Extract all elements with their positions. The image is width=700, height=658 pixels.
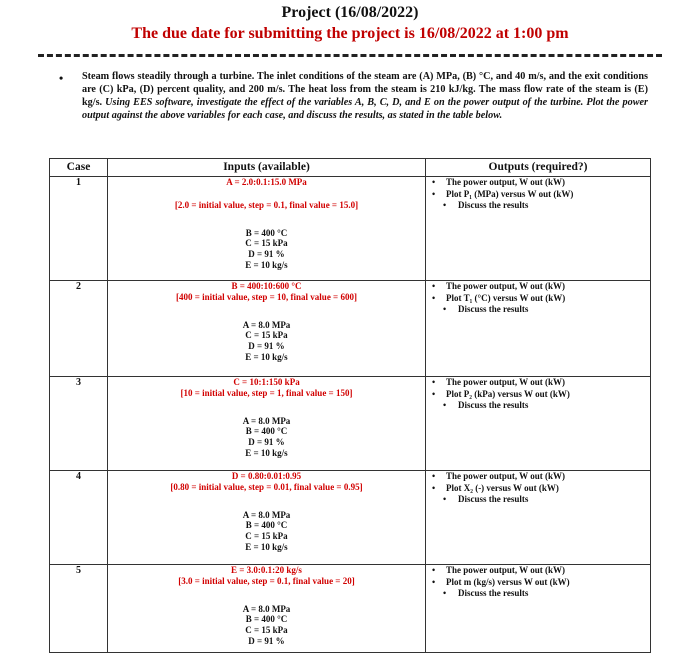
fixed-input: C = 15 kPa bbox=[245, 238, 288, 249]
document-title: Project (16/08/2022) bbox=[281, 4, 419, 21]
output-item: • The power output, W out (kW) bbox=[432, 377, 566, 387]
output-item: • The power output, W out (kW) bbox=[432, 565, 566, 575]
bullet-icon: • bbox=[443, 494, 447, 504]
fixed-input: B = 400 °C bbox=[245, 520, 288, 531]
input-range-note: [3.0 = initial value, step = 0.1, final value = 20] bbox=[178, 575, 355, 586]
cases-table bbox=[49, 158, 651, 653]
bullet-icon: • bbox=[59, 71, 64, 85]
fixed-input: B = 400 °C bbox=[245, 227, 288, 238]
case-number: 4 bbox=[50, 471, 108, 565]
dashed-divider bbox=[38, 54, 662, 57]
header-inputs: Inputs (available) bbox=[108, 159, 426, 177]
due-date-notice: The due date for submitting the project is 16/08/2022 at 1:00 pm bbox=[131, 25, 569, 42]
bullet-icon: • bbox=[432, 177, 436, 187]
header-outputs: Outputs (required?) bbox=[426, 159, 651, 177]
fixed-input: A = 8.0 MPa bbox=[242, 319, 291, 330]
fixed-input: A = 8.0 MPa bbox=[242, 603, 291, 614]
inputs-cell bbox=[108, 377, 426, 471]
bullet-icon: • bbox=[432, 471, 436, 481]
bullet-icon: • bbox=[432, 292, 436, 303]
input-range: C = 10:1:150 kPa bbox=[233, 377, 300, 387]
fixed-input: E = 10 kg/s bbox=[245, 541, 288, 552]
output-item: • Discuss the results bbox=[443, 400, 529, 410]
bullet-icon: • bbox=[432, 565, 436, 575]
case-number: 2 bbox=[50, 281, 108, 377]
outputs-cell bbox=[426, 377, 651, 471]
output-item: • Plot X₂ (-) versus W out (kW) bbox=[432, 482, 559, 493]
fixed-input: A = 8.0 MPa bbox=[242, 509, 291, 520]
output-item: • Discuss the results bbox=[443, 494, 529, 504]
table-row bbox=[50, 471, 651, 565]
fixed-input: B = 400 °C bbox=[245, 426, 288, 437]
bullet-icon: • bbox=[432, 188, 436, 199]
bullet-icon: • bbox=[443, 400, 447, 410]
inputs-cell bbox=[108, 177, 426, 281]
input-range-note: [2.0 = initial value, step = 0.1, final value = 15.0] bbox=[174, 199, 359, 210]
table-row bbox=[50, 177, 651, 281]
inputs-cell bbox=[108, 565, 426, 653]
problem-text: Steam flows steadily through a turbine. The inlet conditions of the steam are (A) MPa, (B) °C, and 40 m/s, and the exit conditions are (C) kPa, (D) percent quality, and 200 m/s. The heat loss from the steam is 210 kJ/kg. The mass flow rate of the steam is (E) kg/s. bbox=[82, 71, 648, 108]
bullet-icon: • bbox=[432, 377, 436, 387]
output-item: • Plot T₁ (°C) versus W out (kW) bbox=[432, 292, 566, 303]
bullet-icon: • bbox=[432, 388, 436, 399]
input-range: B = 400:10:600 °C bbox=[231, 281, 302, 291]
table-row bbox=[50, 377, 651, 471]
fixed-input: E = 10 kg/s bbox=[245, 259, 288, 270]
output-item: • Discuss the results bbox=[443, 200, 529, 210]
input-range: A = 2.0:0.1:15.0 MPa bbox=[226, 177, 307, 187]
bullet-icon: • bbox=[432, 482, 436, 493]
output-item: • Plot P₁ (MPa) versus W out (kW) bbox=[432, 188, 574, 199]
fixed-input: B = 400 °C bbox=[245, 614, 288, 625]
fixed-input: E = 10 kg/s bbox=[245, 447, 288, 458]
table-row bbox=[50, 565, 651, 653]
input-range-note: [10 = initial value, step = 1, final value = 150] bbox=[180, 387, 353, 398]
bullet-icon: • bbox=[432, 281, 436, 291]
outputs-cell bbox=[426, 281, 651, 377]
input-range-note: [400 = initial value, step = 10, final value = 600] bbox=[176, 291, 357, 302]
case-number: 5 bbox=[50, 565, 108, 653]
table-header-row bbox=[50, 159, 651, 177]
input-range: E = 3.0:0.1:20 kg/s bbox=[231, 565, 302, 575]
bullet-icon: • bbox=[443, 200, 447, 210]
case-number: 1 bbox=[50, 177, 108, 281]
bullet-icon: • bbox=[443, 588, 447, 598]
fixed-input: A = 8.0 MPa bbox=[242, 415, 291, 426]
output-item: • Discuss the results bbox=[443, 304, 529, 314]
fixed-input: D = 91 % bbox=[248, 249, 285, 260]
output-item: • The power output, W out (kW) bbox=[432, 471, 566, 481]
bullet-icon: • bbox=[432, 576, 436, 587]
problem-statement bbox=[82, 70, 648, 122]
output-item: • Plot m (kg/s) versus W out (kW) bbox=[432, 576, 570, 587]
case-number: 3 bbox=[50, 377, 108, 471]
input-range-note: [0.80 = initial value, step = 0.01, final value = 0.95] bbox=[170, 481, 363, 492]
fixed-input: C = 15 kPa bbox=[245, 330, 288, 341]
fixed-input: C = 15 kPa bbox=[245, 625, 288, 636]
output-item: • The power output, W out (kW) bbox=[432, 177, 566, 187]
fixed-input: C = 15 kPa bbox=[245, 531, 288, 542]
outputs-cell bbox=[426, 565, 651, 653]
output-item: • Plot P₂ (kPa) versus W out (kW) bbox=[432, 388, 570, 399]
fixed-input: D = 91 % bbox=[248, 437, 285, 448]
fixed-input: D = 91 % bbox=[248, 635, 285, 646]
problem-instructions: Using EES software, investigate the effect of the variables A, B, C, D, and E on the power output of the turbine. Plot the power output against the above variables for each case, and discuss the results, as stated in the table below. bbox=[82, 97, 648, 121]
output-item: • Discuss the results bbox=[443, 588, 529, 598]
outputs-cell bbox=[426, 177, 651, 281]
fixed-input: D = 91 % bbox=[248, 341, 285, 352]
bullet-icon: • bbox=[443, 304, 447, 314]
table-row bbox=[50, 281, 651, 377]
inputs-cell bbox=[108, 471, 426, 565]
output-item: • The power output, W out (kW) bbox=[432, 281, 566, 291]
header-case: Case bbox=[50, 159, 108, 177]
input-range: D = 0.80:0.01:0.95 bbox=[231, 471, 302, 481]
fixed-input: E = 10 kg/s bbox=[245, 351, 288, 362]
outputs-cell bbox=[426, 471, 651, 565]
inputs-cell bbox=[108, 281, 426, 377]
